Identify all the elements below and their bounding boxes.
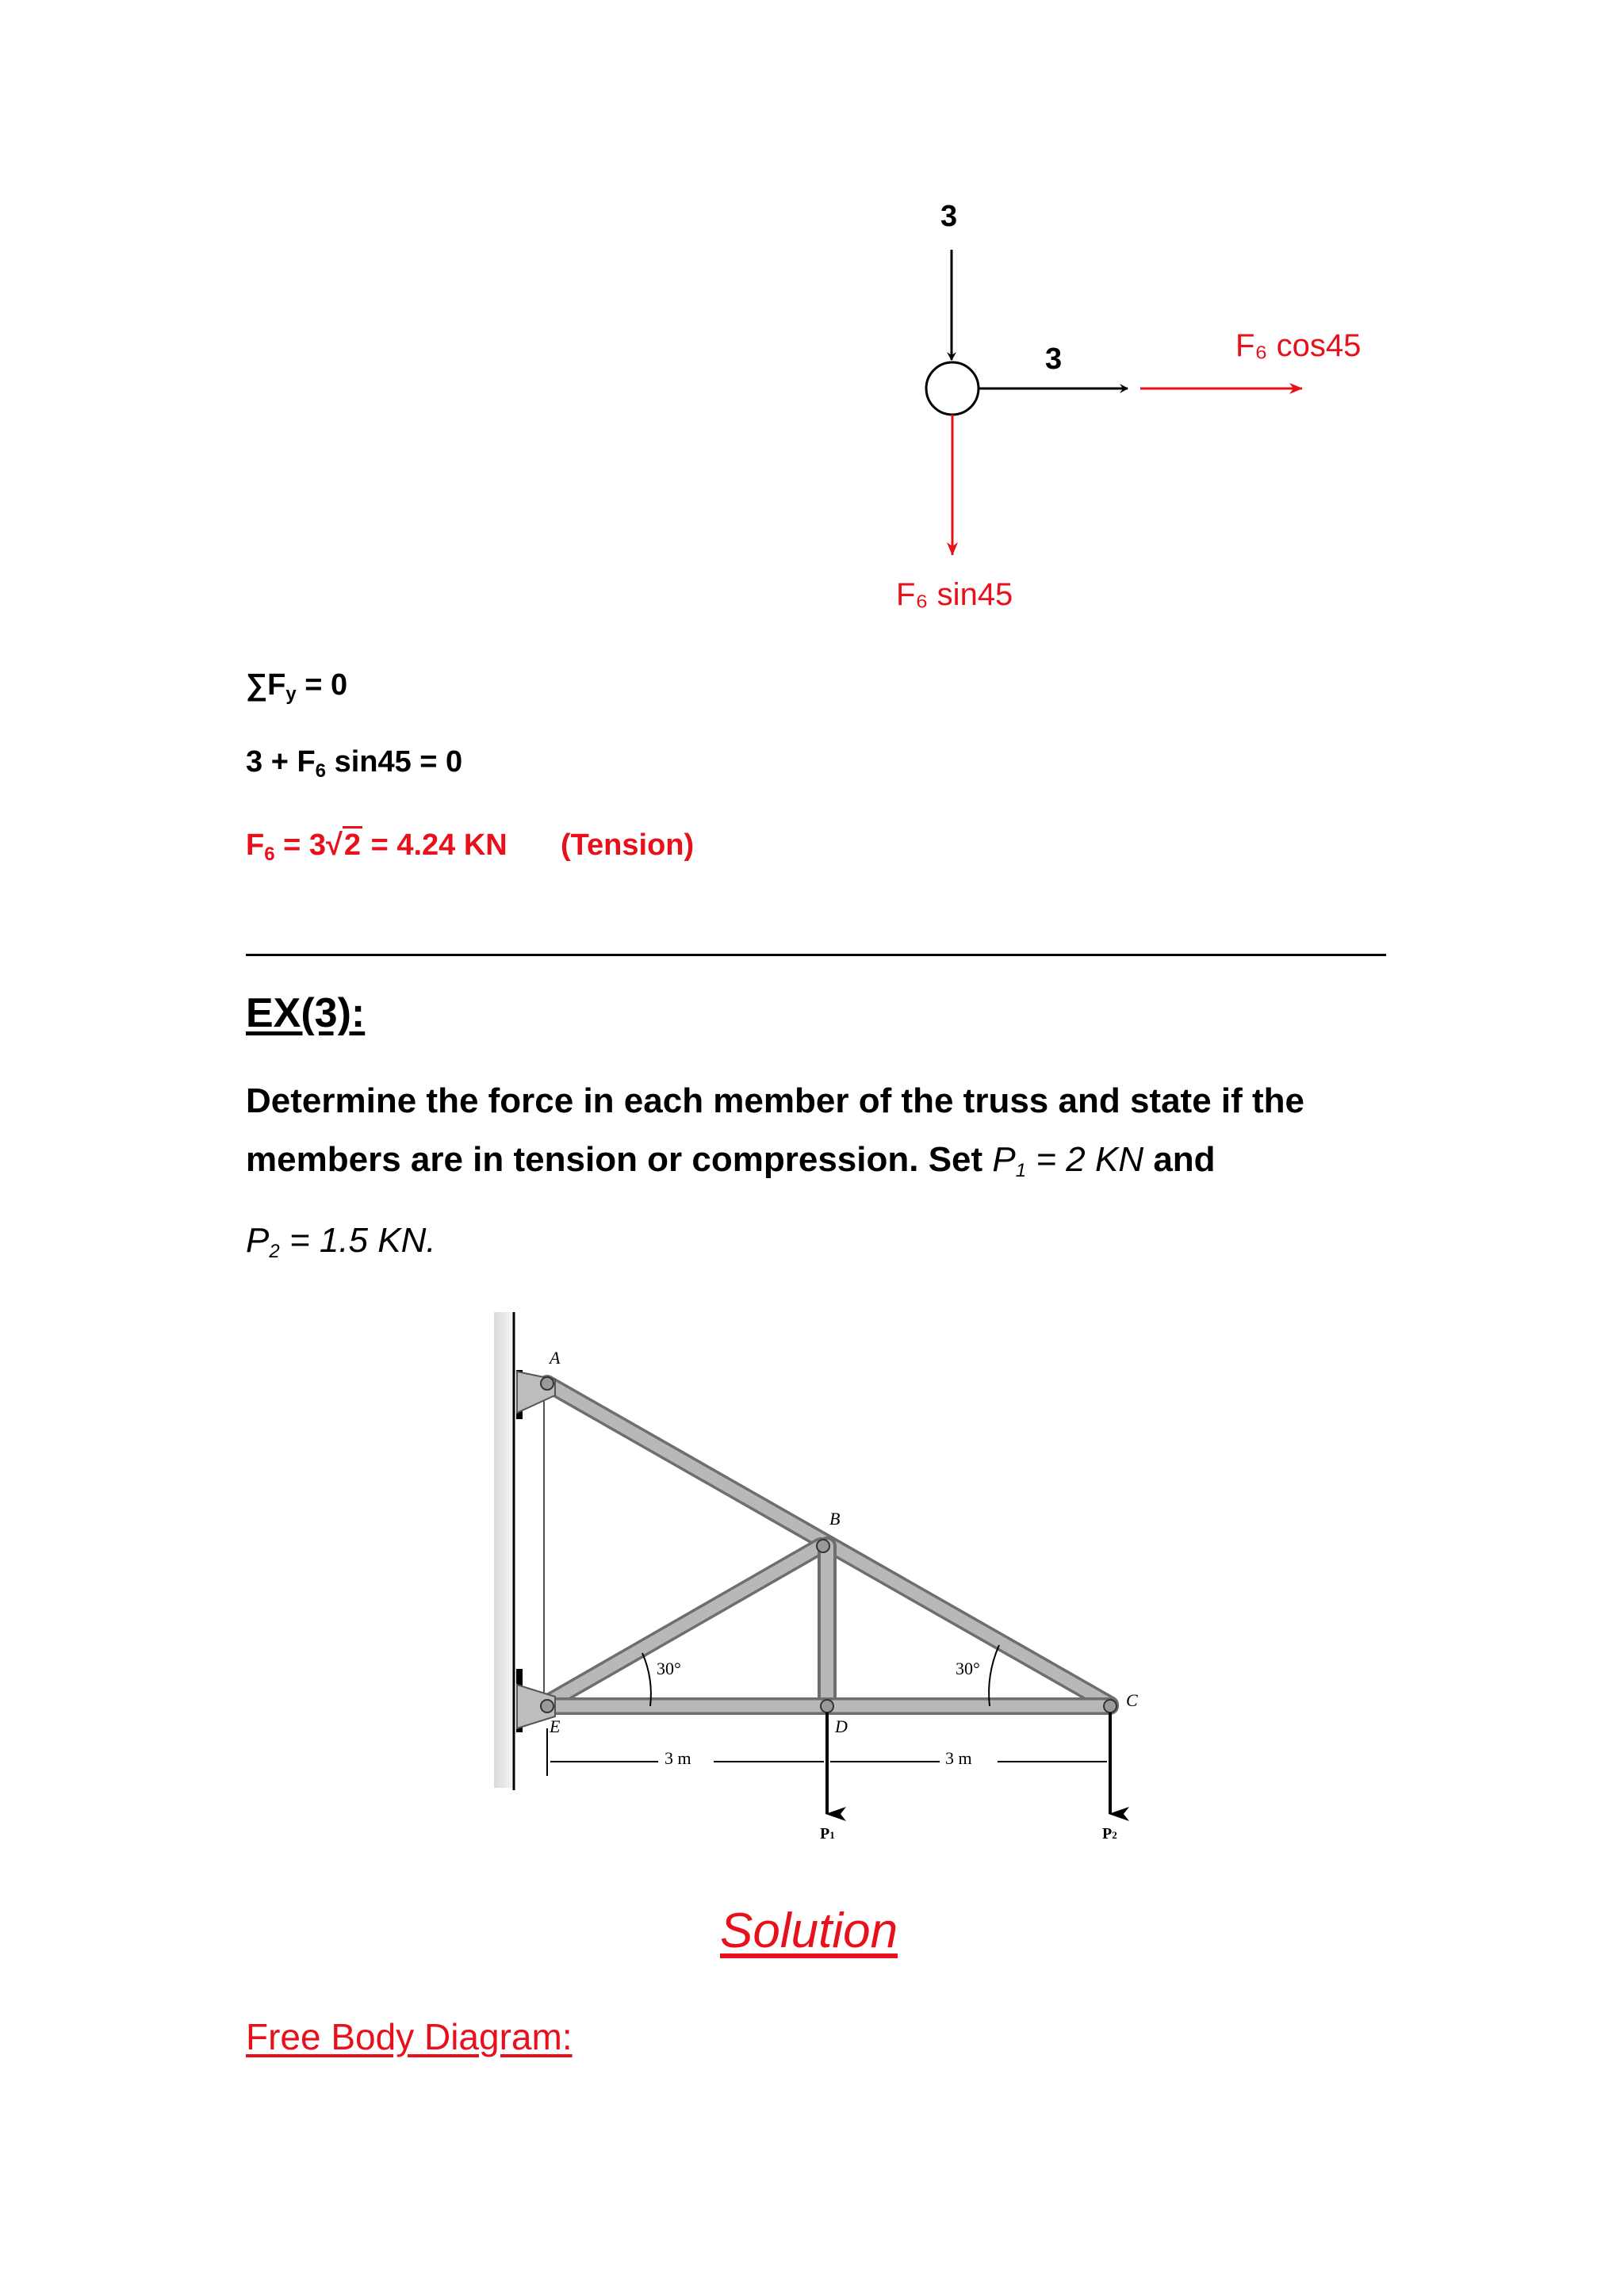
p1-value: = 2 KN — [1026, 1140, 1144, 1179]
problem-and: and — [1143, 1140, 1216, 1179]
p2-symbol: P — [246, 1221, 270, 1260]
joint-label-A: A — [550, 1348, 561, 1368]
eq2-rest: sin45 = 0 — [326, 745, 463, 779]
problem-line-1: Determine the force in each member of the truss and state if the — [246, 1081, 1304, 1120]
result-value: = 4.24 KN — [362, 828, 508, 862]
load-label-P2 — [1102, 1825, 1117, 1843]
eq2-sub: 6 — [315, 760, 327, 782]
dimension-label-left: 3 m — [665, 1748, 691, 1768]
result-sub: 6 — [264, 844, 275, 865]
load-label-P1 — [820, 1825, 835, 1843]
sum-fy-rest: = 0 — [296, 668, 348, 702]
p1-sub: 1 — [1015, 1160, 1027, 1181]
fbd-right-force-label: 3 — [1045, 342, 1063, 376]
joint-label-B: B — [829, 1509, 841, 1529]
fbd-cos-label: F₆ cos45 — [1235, 328, 1362, 363]
dimension-label-right: 3 m — [945, 1748, 972, 1768]
result-radicand: 2 — [343, 826, 362, 862]
load2-symbol: P — [1102, 1825, 1113, 1843]
eq2-lead: 3 + F — [246, 745, 316, 779]
p1-symbol: P — [992, 1140, 1016, 1179]
p2-value: = 1.5 KN. — [279, 1221, 436, 1260]
result-lead: F — [246, 828, 265, 862]
sum-fy-sub: y — [285, 683, 297, 705]
p2-sub: 2 — [269, 1241, 280, 1262]
sum-fy-sigma: ∑F — [246, 668, 286, 702]
free-body-diagram-heading: Free Body Diagram: — [246, 2016, 573, 2057]
load2-sub: 2 — [1112, 1829, 1117, 1841]
example-heading: EX(3): — [246, 990, 366, 1036]
problem-line-2-text: members are in tension or compression. Set — [246, 1140, 993, 1179]
result-state: (Tension) — [561, 828, 695, 862]
sqrt-symbol: √2 — [326, 828, 362, 863]
solution-heading: Solution — [720, 1904, 898, 1958]
fbd-sin-label: F₆ sin45 — [896, 577, 1013, 612]
angle-arc-right — [989, 1645, 999, 1706]
joint-label-D: D — [835, 1716, 848, 1736]
joint-label-E: E — [550, 1716, 561, 1736]
load1-symbol: P — [820, 1825, 830, 1843]
angle-label-left: 30° — [657, 1659, 681, 1678]
result-mid: = 3 — [274, 828, 327, 862]
load1-sub: 1 — [829, 1829, 835, 1841]
joint-label-C: C — [1126, 1690, 1138, 1710]
angle-label-right: 30° — [956, 1659, 980, 1678]
fbd-top-force-label: 3 — [940, 200, 958, 233]
